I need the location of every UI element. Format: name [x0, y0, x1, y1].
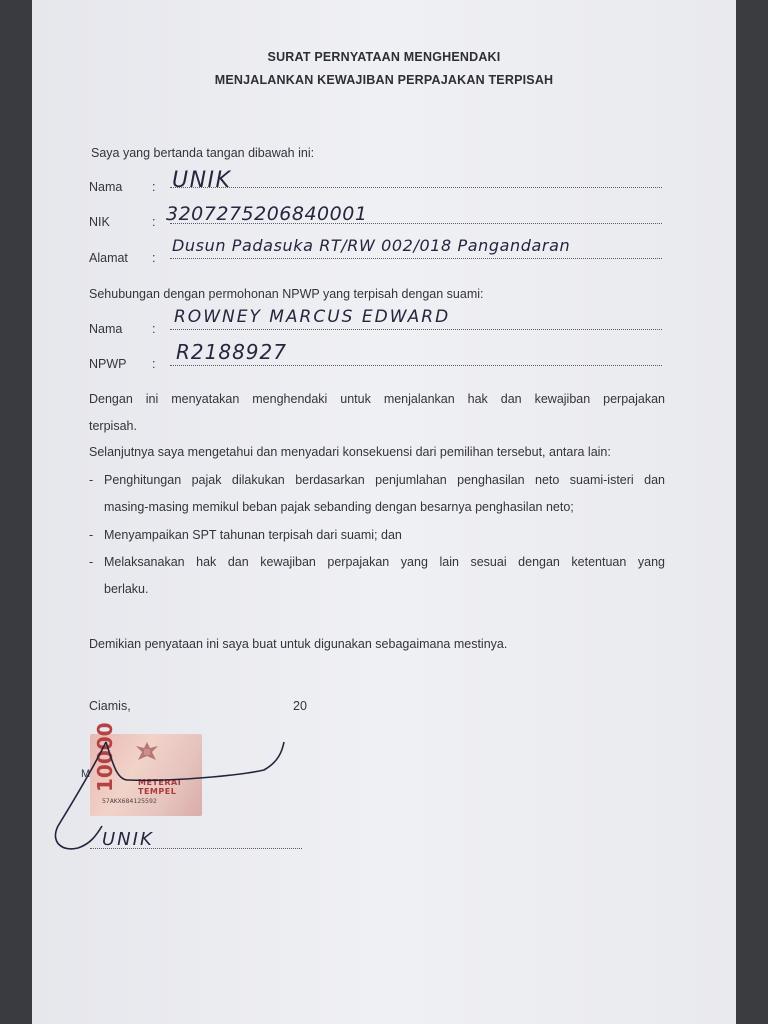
signature-prefix: M	[81, 768, 91, 780]
field-value-npwp: R2188927	[176, 340, 287, 364]
year-prefix: 20	[293, 699, 307, 713]
bullet-1-line1: Penghitungan pajak dilakukan berdasarkan penjumlahan penghasilan neto suami-isteri dan	[104, 473, 665, 487]
consequence-intro: Selanjutnya saya mengetahui dan menyadari konsekuensi dari pemilihan tersebut, antara lain:	[89, 445, 611, 459]
bullet-3-line1: Melaksanakan hak dan kewajiban perpajakan yang lain sesuai dengan ketentuan yang	[104, 555, 665, 569]
relation-intro-text: Sehubungan dengan permohonan NPWP yang terpisah dengan suami:	[89, 287, 484, 301]
document-title-line2: MENJALANKAN KEWAJIBAN PERPAJAKAN TERPISAH	[214, 73, 554, 87]
stamp-label2: TEMPEL	[138, 787, 177, 796]
field-colon: :	[152, 322, 156, 336]
field-colon: :	[152, 215, 156, 229]
signature-dotted-line	[90, 848, 302, 849]
intro-text: Saya yang bertanda tangan dibawah ini:	[91, 146, 315, 160]
place-label: Ciamis,	[89, 699, 131, 713]
scan-background-edge	[736, 0, 768, 1024]
field-colon: :	[152, 251, 156, 265]
field-label-alamat: Alamat	[89, 251, 128, 265]
statement-line2: terpisah.	[89, 419, 137, 433]
field-value-alamat: Dusun Padasuka RT/RW 002/018 Pangandaran	[172, 236, 571, 255]
field-value-nama: UNIK	[172, 168, 232, 193]
stamp-label1: METERAI	[138, 778, 182, 787]
field-colon: :	[152, 180, 156, 194]
field-value-nama-suami: ROWNEY MARCUS EDWARD	[174, 307, 451, 327]
bullet-2-line1: Menyampaikan SPT tahunan terpisah dari suami; dan	[104, 528, 402, 542]
field-label-npwp: NPWP	[89, 357, 127, 371]
bullet-3-line2: berlaku.	[104, 582, 149, 596]
bullet-1-line2: masing-masing memikul beban pajak sebanding dengan besarnya penghasilan neto;	[104, 500, 574, 514]
field-colon: :	[152, 357, 156, 371]
stamp-serial: 57AKX684125592	[102, 797, 157, 805]
signature-name: UNIK	[102, 829, 154, 850]
document-page	[32, 0, 736, 1024]
closing-statement: Demikian penyataan ini saya buat untuk digunakan sebagaimana mestinya.	[89, 637, 508, 651]
field-label-nama: Nama	[89, 180, 123, 194]
statement-line1: Dengan ini menyatakan menghendaki untuk menjalankan hak dan kewajiban perpajakan	[89, 392, 665, 406]
bullet-marker: -	[89, 555, 94, 569]
document-title-line1: SURAT PERNYATAAN MENGHENDAKI	[267, 50, 501, 64]
field-value-nik: 3207275206840001	[166, 203, 368, 225]
handwritten-signature	[32, 0, 736, 900]
bullet-marker: -	[89, 528, 94, 542]
field-label-nama-suami: Nama	[89, 322, 123, 336]
field-label-nik: NIK	[89, 215, 110, 229]
stamp-value: 10000	[93, 722, 117, 792]
bullet-marker: -	[89, 473, 94, 487]
